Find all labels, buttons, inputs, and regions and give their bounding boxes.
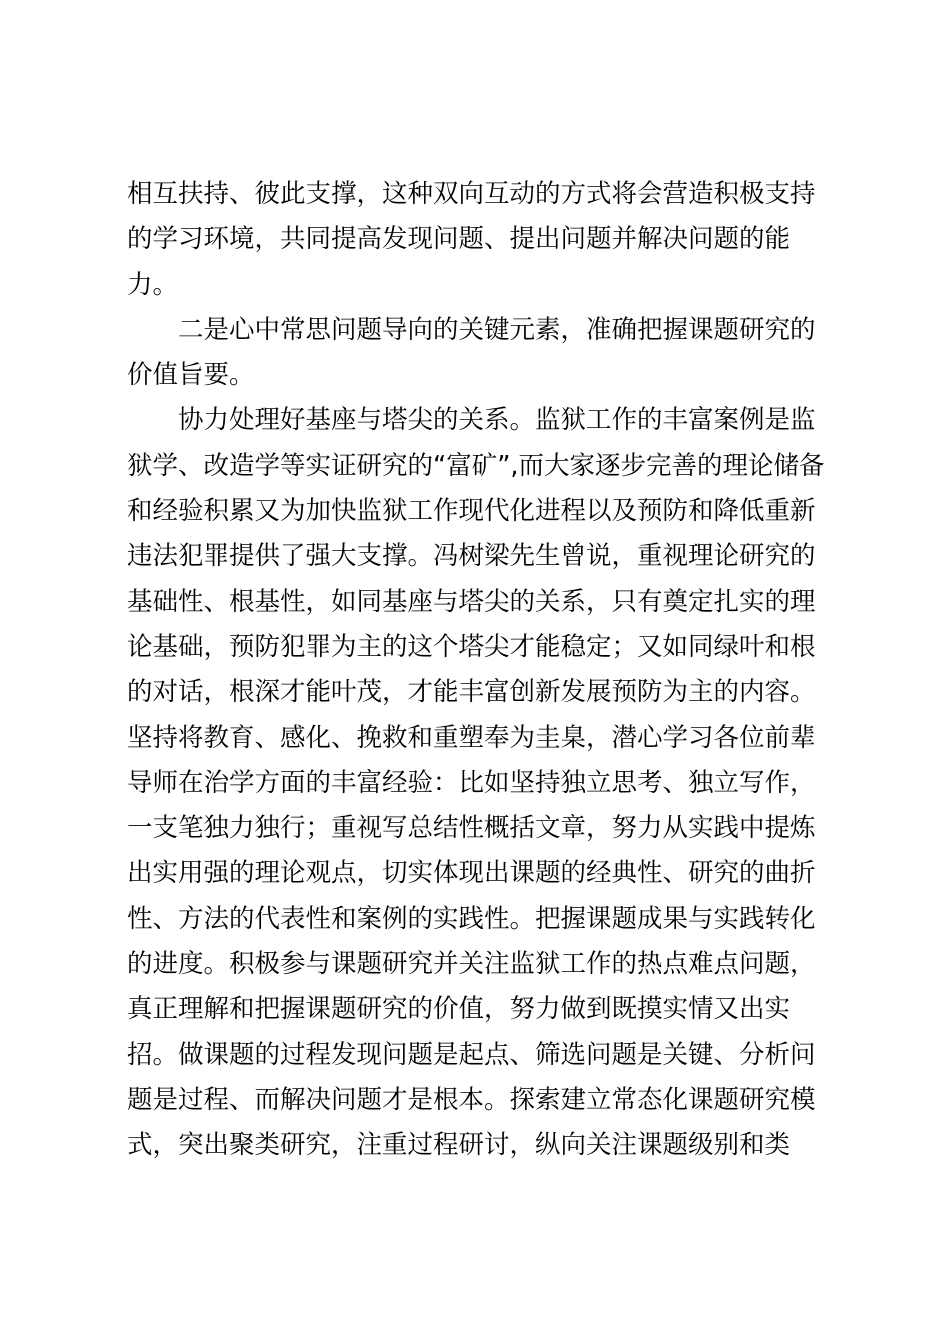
text-line: 坚持将教育、感化、挽救和重塑奉为圭臬，潜心学习各位前辈 <box>127 722 816 753</box>
text-line: 和经验积累又为加快监狱工作现代化进程以及预防和降低重新 <box>127 496 816 527</box>
text-line: 狱学、改造学等实证研究的“富矿”,而大家逐步完善的理论储备 <box>127 450 825 481</box>
text-line: 协力处理好基座与塔尖的关系。监狱工作的丰富案例是监 <box>178 405 816 436</box>
text-line: 违法犯罪提供了强大支撑。冯树梁先生曾说，重视理论研究的 <box>127 541 816 572</box>
text-line: 性、方法的代表性和案例的实践性。把握课题成果与实践转化 <box>127 903 816 934</box>
text-line: 真正理解和把握课题研究的价值，努力做到既摸实情又出实 <box>127 994 791 1025</box>
text-line: 式，突出聚类研究，注重过程研讨，纵向关注课题级别和类 <box>127 1130 791 1161</box>
text-line: 一支笔独力独行；重视写总结性概括文章，努力从实践中提炼 <box>127 813 816 844</box>
text-line: 导师在治学方面的丰富经验：比如坚持独立思考、独立写作， <box>127 767 816 798</box>
text-line: 相互扶持、彼此支撑，这种双向互动的方式将会营造积极支持 <box>127 179 816 209</box>
text-line: 的学习环境，共同提高发现问题、提出问题并解决问题的能 <box>127 224 791 255</box>
text-line: 题是过程、而解决问题才是根本。探索建立常态化课题研究模 <box>127 1084 816 1115</box>
text-line: 论基础，预防犯罪为主的这个塔尖才能稳定；又如同绿叶和根 <box>127 631 816 662</box>
text-line: 基础性、根基性，如同基座与塔尖的关系，只有奠定扎实的理 <box>127 586 816 617</box>
text-line: 力。 <box>127 269 179 300</box>
text-line: 二是心中常思问题导向的关键元素，准确把握课题研究的 <box>178 314 816 345</box>
text-line: 的进度。积极参与课题研究并关注监狱工作的热点难点问题， <box>127 949 816 980</box>
body-text <box>127 172 832 1169</box>
text-line: 价值旨要。 <box>127 360 255 391</box>
text-line: 招。做课题的过程发现问题是起点、筛选问题是关键、分析问 <box>127 1039 816 1070</box>
text-line: 出实用强的理论观点，切实体现出课题的经典性、研究的曲折 <box>127 858 816 889</box>
text-line: 的对话，根深才能叶茂，才能丰富创新发展预防为主的内容。 <box>127 677 816 708</box>
